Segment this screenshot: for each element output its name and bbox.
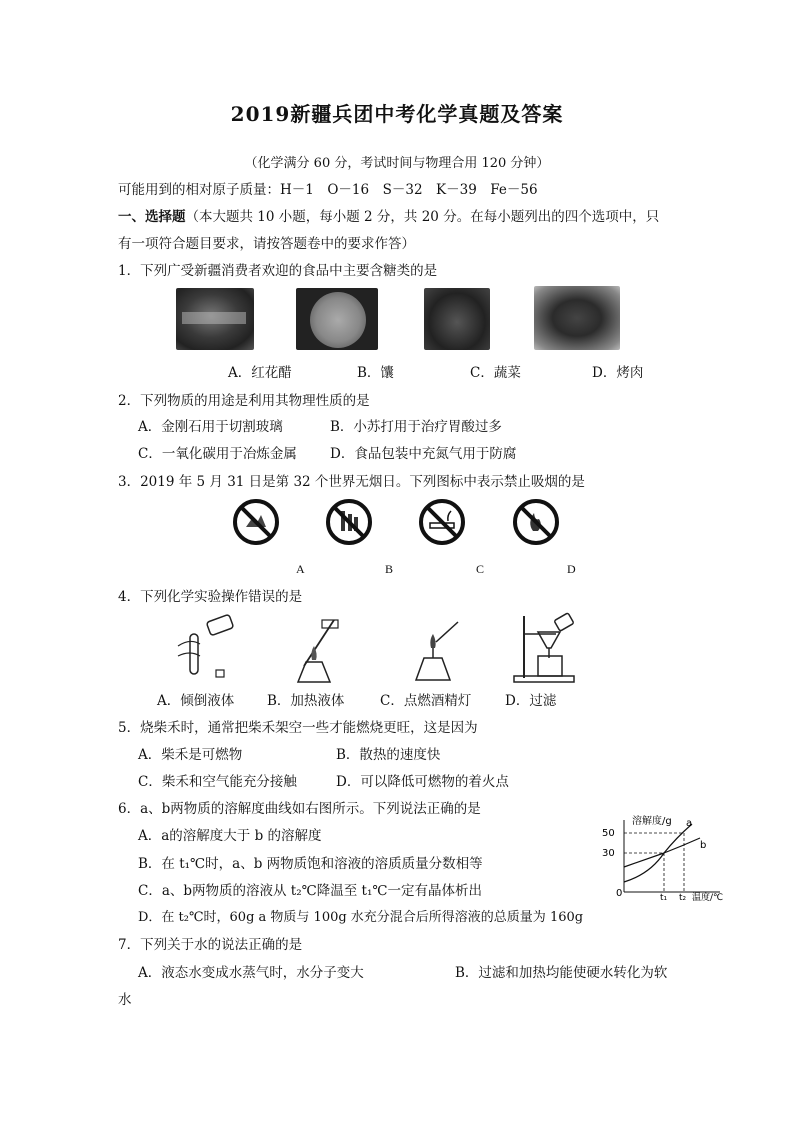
q7-option-b-continued: 水 bbox=[118, 992, 132, 1008]
graph-label-a: a bbox=[686, 818, 693, 829]
q1-option-c: C．蔬菜 bbox=[470, 365, 521, 381]
section1-heading: 一、选择题 bbox=[118, 209, 186, 225]
graph-xlabel: 温度/℃ bbox=[692, 893, 724, 903]
q2-option-d: D．食品包装中充氮气用于防腐 bbox=[330, 446, 517, 462]
section1-desc-line2: 有一项符合题目要求，请按答题卷中的要求作答） bbox=[118, 236, 415, 252]
q4-option-d: D．过滤 bbox=[505, 693, 557, 709]
section1-desc bbox=[118, 205, 659, 225]
section1-desc-line1: （本大题共 10 小题，每小题 2 分，共 20 分。在每小题列出的四个选项中，只 bbox=[185, 209, 660, 225]
graph-ylabel: 溶解度/g bbox=[632, 816, 672, 827]
q7-option-b: B．过滤和加热均能使硬水转化为软 bbox=[455, 965, 668, 981]
q4-option-b: B．加热液体 bbox=[267, 693, 345, 709]
atomic-masses: 可能用到的相对原子质量：H－1 O－16 S－32 K－39 Fe－56 bbox=[118, 182, 538, 198]
lighting-alcohol-lamp-diagram bbox=[406, 618, 466, 684]
q2-option-c: C．一氧化碳用于冶炼金属 bbox=[138, 446, 297, 462]
heating-liquid-diagram bbox=[282, 612, 352, 684]
q4-option-c: C．点燃酒精灯 bbox=[380, 693, 472, 709]
q1-stem: 1．下列广受新疆消费者欢迎的食品中主要含糖类的是 bbox=[118, 263, 438, 279]
no-open-flame-icon bbox=[511, 497, 561, 547]
q2-stem: 2．下列物质的用途是利用其物理性质的是 bbox=[118, 393, 370, 409]
graph-t2: t₂ bbox=[679, 893, 687, 903]
solubility-curve-graph bbox=[600, 812, 730, 904]
q1-option-d: D．烤肉 bbox=[592, 365, 644, 381]
q5-stem: 5．烧柴禾时，通常把柴禾架空一些才能燃烧更旺，这是因为 bbox=[118, 720, 478, 736]
no-smoking-icon bbox=[417, 497, 467, 547]
q6-option-a: A．a的溶解度大于 b 的溶解度 bbox=[138, 828, 322, 844]
q2-option-a: A．金刚石用于切割玻璃 bbox=[138, 419, 283, 435]
q4-stem: 4．下列化学实验操作错误的是 bbox=[118, 589, 303, 605]
q3-label-b: B bbox=[385, 562, 394, 576]
q1-option-a: A．红花醋 bbox=[228, 365, 292, 381]
q7-stem: 7．下列关于水的说法正确的是 bbox=[118, 937, 303, 953]
q2-option-b: B．小苏打用于治疗胃酸过多 bbox=[330, 419, 502, 435]
exam-info: （化学满分 60 分，考试时间与物理合用 120 分钟） bbox=[244, 156, 550, 171]
q6-option-c: C．a、b两物质的溶液从 t₂℃降温至 t₁℃一定有晶体析出 bbox=[138, 883, 482, 899]
graph-origin: 0 bbox=[616, 888, 623, 899]
q6-stem: 6．a、b两物质的溶解度曲线如右图所示。下列说法正确的是 bbox=[118, 801, 481, 817]
q5-option-a: A．柴禾是可燃物 bbox=[138, 747, 243, 763]
graph-label-b: b bbox=[700, 840, 707, 851]
q6-option-b: B．在 t₁℃时，a、b 两物质饱和溶液的溶质质量分数相等 bbox=[138, 856, 483, 872]
naan-image bbox=[296, 288, 378, 350]
page-title: 2019新疆兵团中考化学真题及答案 bbox=[230, 102, 564, 126]
q4-option-a: A．倾倒液体 bbox=[157, 693, 235, 709]
vegetables-image bbox=[424, 288, 490, 350]
no-burning-icon bbox=[231, 497, 281, 547]
red-vinegar-image bbox=[176, 288, 254, 350]
q1-option-b: B．馕 bbox=[357, 365, 394, 381]
q7-option-a: A．液态水变成水蒸气时，水分子变大 bbox=[138, 965, 364, 981]
filtration-diagram bbox=[512, 610, 592, 686]
q5-option-b: B．散热的速度快 bbox=[336, 747, 441, 763]
graph-t1: t₁ bbox=[660, 893, 668, 903]
graph-y30: 30 bbox=[602, 848, 615, 859]
q3-label-a: A bbox=[296, 562, 305, 576]
q5-option-d: D．可以降低可燃物的着火点 bbox=[336, 774, 509, 790]
pouring-liquid-diagram bbox=[170, 612, 240, 682]
q5-option-c: C．柴禾和空气能充分接触 bbox=[138, 774, 297, 790]
q3-label-c: C bbox=[476, 562, 485, 576]
graph-y50: 50 bbox=[602, 828, 615, 839]
q6-option-d: D．在 t₂℃时，60g a 物质与 100g 水充分混合后所得溶液的总质量为 160g bbox=[138, 910, 584, 925]
kebab-image bbox=[534, 286, 620, 350]
no-firewood-icon bbox=[324, 497, 374, 547]
curve-b bbox=[624, 838, 700, 867]
q3-label-d: D bbox=[567, 562, 576, 576]
q3-stem: 3．2019 年 5 月 31 日是第 32 个世界无烟日。下列图标中表示禁止吸烟的是 bbox=[118, 474, 585, 490]
